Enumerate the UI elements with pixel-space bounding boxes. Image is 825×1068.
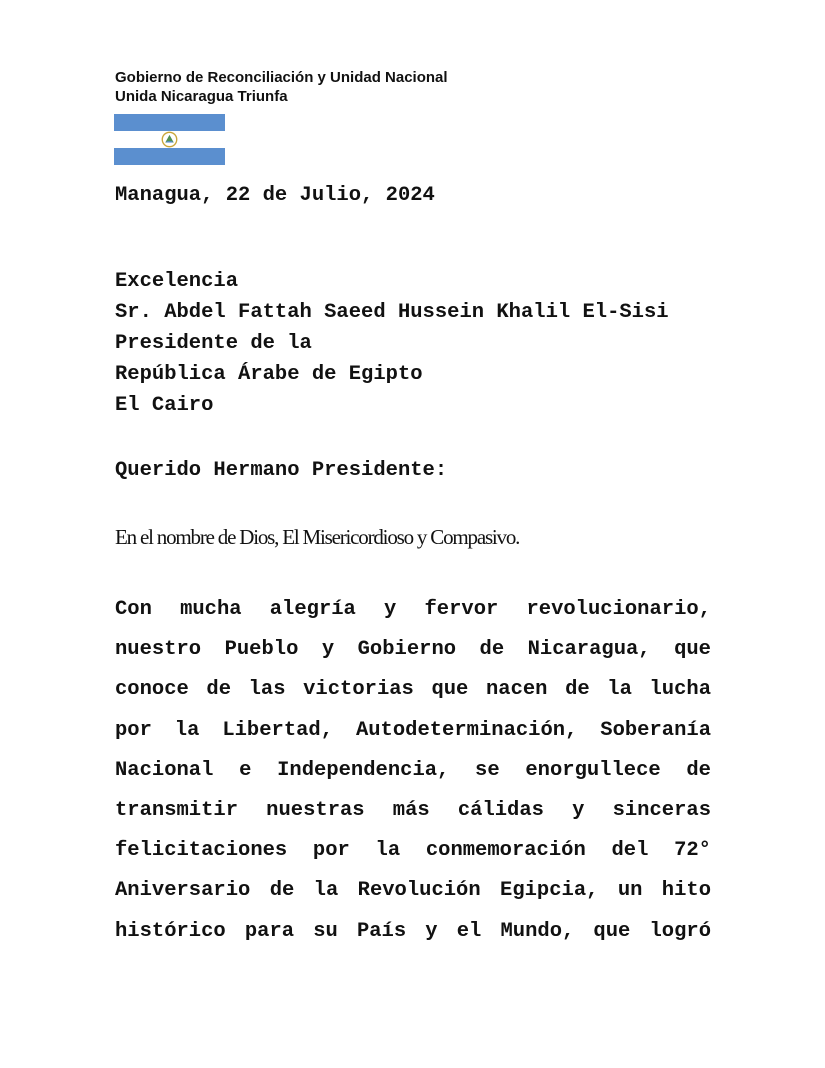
invocation: En el nombre de Dios, El Misericordioso y Compasivo. bbox=[115, 525, 520, 549]
letter-body bbox=[115, 590, 711, 952]
body-line: Nacional e Independencia, se enorgullece de bbox=[115, 758, 711, 782]
coat-of-arms-icon bbox=[161, 131, 178, 148]
body-line: transmitir nuestras más cálidas y sinceras bbox=[115, 798, 711, 822]
salutation: Querido Hermano Presidente: bbox=[115, 459, 448, 482]
addressee-title: Excelencia bbox=[115, 270, 239, 293]
flag-bottom-band bbox=[114, 148, 225, 165]
body-line: histórico para su País y el Mundo, que logró bbox=[115, 919, 711, 943]
letterhead bbox=[115, 68, 448, 106]
addressee-role-line1: Presidente de la bbox=[115, 332, 312, 355]
flag-top-band bbox=[114, 114, 225, 131]
letterhead-government-name: Gobierno de Reconciliación y Unidad Nacional bbox=[115, 69, 448, 86]
addressee-block bbox=[115, 266, 669, 421]
body-line: felicitaciones por la conmemoración del 72° bbox=[115, 839, 711, 863]
body-line: nuestro Pueblo y Gobierno de Nicaragua, que bbox=[115, 638, 711, 662]
addressee-role-line2: República Árabe de Egipto bbox=[115, 363, 423, 386]
body-line: Aniversario de la Revolución Egipcia, un hito bbox=[115, 879, 711, 903]
body-line: conoce de las victorias que nacen de la lucha bbox=[115, 678, 711, 702]
letter-date: Managua, 22 de Julio, 2024 bbox=[115, 184, 435, 207]
body-line: Con mucha alegría y fervor revolucionario, bbox=[115, 598, 711, 621]
letterhead-slogan: Unida Nicaragua Triunfa bbox=[115, 88, 288, 105]
body-line: por la Libertad, Autodeterminación, Soberanía bbox=[115, 718, 711, 742]
addressee-city: El Cairo bbox=[115, 394, 214, 417]
nicaragua-flag bbox=[114, 114, 225, 165]
addressee-name: Sr. Abdel Fattah Saeed Hussein Khalil El-Sisi bbox=[115, 301, 669, 324]
